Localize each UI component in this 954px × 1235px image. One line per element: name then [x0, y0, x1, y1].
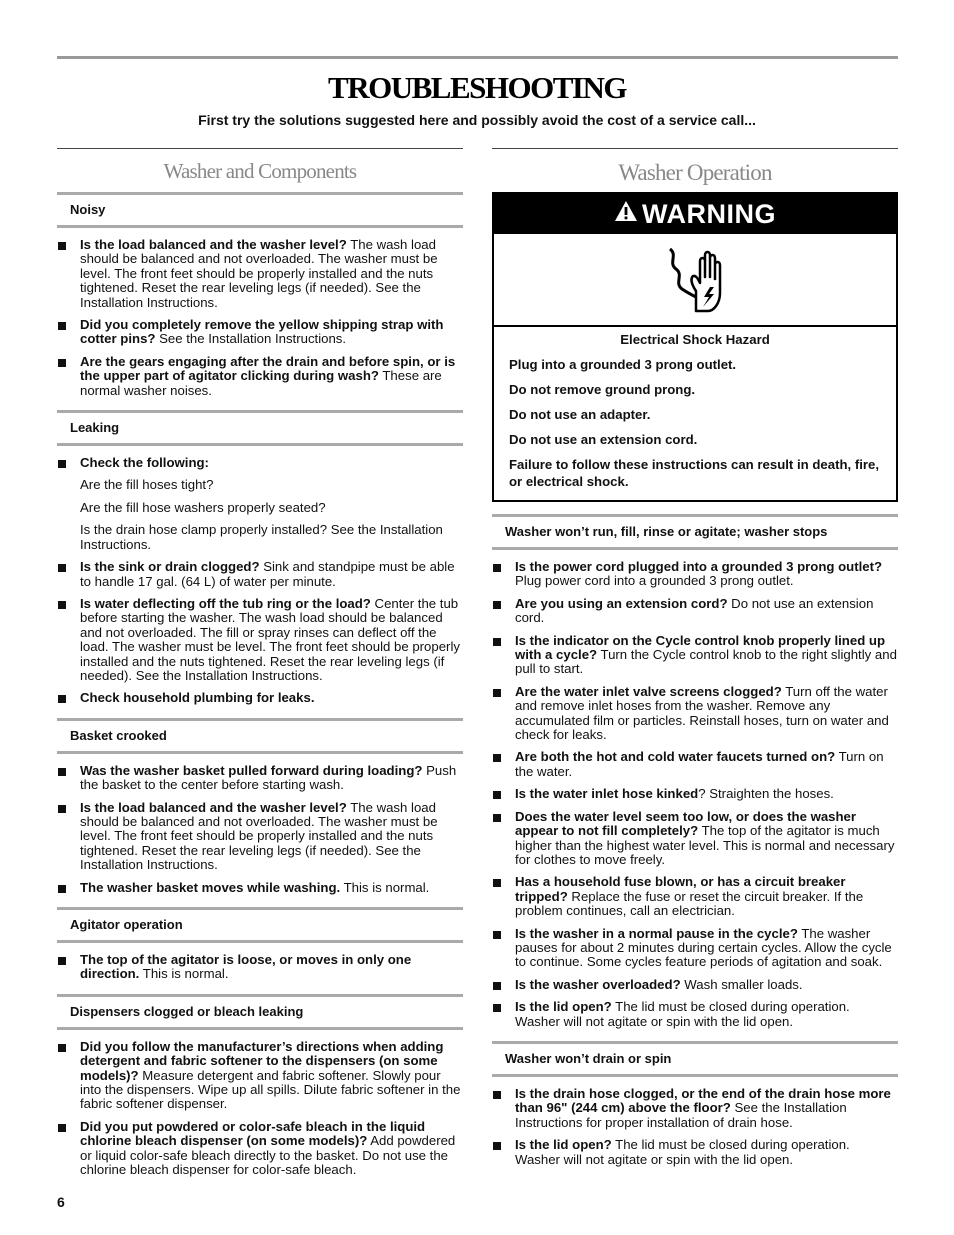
bullet-icon — [58, 805, 66, 813]
leaking-list-continued — [57, 560, 463, 706]
bullet-icon — [58, 768, 66, 776]
list-item: Is water deflecting off the tub ring or the load? Center the tub before starting the washer. The wash load should be balanced and not overloaded. The fill or spray rinses can deflect off the load. The washer must be level. The front feet should be properly installed and the nuts tightened. Reset the rear leveling legs (if needed). See the Installation Instructions. — [57, 597, 463, 683]
warning-header — [494, 194, 896, 234]
bullet-icon — [58, 242, 66, 250]
list-item: The top of the agitator is loose, or moves in only one direction. This is normal. — [57, 953, 463, 982]
list-item: Is the drain hose clogged, or the end of the drain hose more than 96" (244 cm) above the floor? See the Installation Instructions for proper installation of drain hose. — [492, 1087, 898, 1130]
list-item: Was the washer basket pulled forward during loading? Push the basket to the center before starting wash. — [57, 764, 463, 793]
list-item: Did you completely remove the yellow shipping strap with cotter pins? See the Installation Instructions. — [57, 318, 463, 347]
list-item: Did you put powdered or color-safe bleach in the liquid chlorine bleach dispenser (on some models)? Add powdered or liquid color-safe bleach directly to the basket. Do not use the chlorine bleach dispenser for color-safe bleach. — [57, 1120, 463, 1178]
sub-item: Is the drain hose clamp properly installed? See the Installation Instructions. — [80, 522, 443, 552]
warning-triangle-icon — [614, 193, 638, 233]
dispensers-list — [57, 1040, 463, 1178]
wont-run-list — [492, 560, 898, 1029]
electrical-shock-hand-icon — [494, 234, 896, 327]
list-item: Check the following: — [57, 456, 463, 470]
bullet-icon — [493, 1004, 501, 1012]
list-item: Are the gears engaging after the drain and before spin, or is the upper part of agitator clicking during wash? These are normal washer noises. — [57, 355, 463, 398]
warning-label: WARNING — [642, 199, 776, 229]
page-number: 6 — [57, 1194, 65, 1210]
bullet-icon — [493, 601, 501, 609]
subsection-wont-drain: Washer won’t drain or spin — [492, 1041, 898, 1077]
top-rule — [57, 56, 898, 59]
subsection-noisy: Noisy — [57, 192, 463, 228]
bullet-icon — [58, 695, 66, 703]
list-item: Is the lid open? The lid must be closed during operation. Washer will not agitate or spin with the lid open. — [492, 1138, 898, 1167]
list-item: Is the load balanced and the washer level? The wash load should be balanced and not overloaded. The washer must be level. The front feet should be properly installed and the nuts tightened. Reset the rear leveling legs (if needed). See the Installation Instructions. — [57, 801, 463, 873]
list-item: Is the sink or drain clogged? Sink and standpipe must be able to handle 17 gal. (64 L) of water per minute. — [57, 560, 463, 589]
warning-line: Do not use an extension cord. — [509, 432, 698, 447]
warning-line: Failure to follow these instructions can result in death, fire, or electrical shock. — [509, 457, 880, 489]
page-subtitle: First try the solutions suggested here and possibly avoid the cost of a service call... — [198, 112, 756, 128]
list-item: Is the washer overloaded? Wash smaller loads. — [492, 978, 898, 992]
left-column — [57, 148, 463, 1185]
bullet-icon — [493, 1091, 501, 1099]
bullet-icon — [58, 564, 66, 572]
list-item: Is the washer in a normal pause in the cycle? The washer pauses for about 2 minutes during certain cycles. Allow the cycle to continue. Some cycles feature periods of agitation and soak. — [492, 927, 898, 970]
list-item: Does the water level seem too low, or does the washer appear to not fill completely? The top of the agitator is much higher than the highest water level. This is normal and necessary for clothes to move freely. — [492, 810, 898, 868]
bullet-icon — [58, 322, 66, 330]
subsection-basket-crooked: Basket crooked — [57, 718, 463, 754]
leaking-list — [57, 456, 463, 470]
list-item: Is the indicator on the Cycle control knob properly lined up with a cycle? Turn the Cycle control knob to the right slightly and pull to start. — [492, 634, 898, 677]
wont-drain-list — [492, 1087, 898, 1167]
subsection-leaking: Leaking — [57, 410, 463, 446]
bullet-icon — [58, 460, 66, 468]
right-column — [492, 148, 898, 1175]
bullet-icon — [58, 957, 66, 965]
list-item: Did you follow the manufacturer’s directions when adding detergent and fabric softener to the dispensers (on some models)? Measure detergent and fabric softener. Slowly pour into the dispensers. Wipe up all spills. Dilute fabric softener in the fabric softener dispenser. — [57, 1040, 463, 1112]
bullet-icon — [493, 931, 501, 939]
list-item: Is the power cord plugged into a grounded 3 prong outlet? Plug power cord into a grounded 3 prong outlet. — [492, 560, 898, 589]
basket-list — [57, 764, 463, 895]
column-rule — [492, 148, 898, 149]
bullet-icon — [493, 791, 501, 799]
list-item: Check household plumbing for leaks. — [57, 691, 463, 705]
bullet-icon — [493, 689, 501, 697]
bullet-icon — [58, 1124, 66, 1132]
warning-box — [492, 192, 898, 502]
bullet-icon — [493, 754, 501, 762]
section-heading-washer-components: Washer and Components — [163, 159, 357, 183]
list-item: Are you using an extension cord? Do not use an extension cord. — [492, 597, 898, 626]
warning-line: Do not remove ground prong. — [509, 382, 696, 397]
bullet-icon — [493, 638, 501, 646]
bullet-icon — [493, 564, 501, 572]
hazard-title: Electrical Shock Hazard — [620, 332, 770, 347]
sub-item: Are the fill hoses tight? — [80, 477, 214, 493]
list-item: Is the lid open? The lid must be closed during operation. Washer will not agitate or spin with the lid open. — [492, 1000, 898, 1029]
noisy-list — [57, 238, 463, 398]
list-item: The washer basket moves while washing. This is normal. — [57, 881, 463, 895]
subsection-agitator-operation: Agitator operation — [57, 907, 463, 943]
list-item: Has a household fuse blown, or has a circuit breaker tripped? Replace the fuse or reset the circuit breaker. If the problem continues, call an electrician. — [492, 875, 898, 918]
warning-line: Plug into a grounded 3 prong outlet. — [509, 357, 737, 372]
agitator-list — [57, 953, 463, 982]
subsection-dispensers: Dispensers clogged or bleach leaking — [57, 994, 463, 1030]
bullet-icon — [493, 1142, 501, 1150]
column-rule — [57, 148, 463, 149]
bullet-icon — [493, 982, 501, 990]
section-heading-washer-operation: Washer Operation — [618, 160, 772, 185]
list-item: Are both the hot and cold water faucets turned on? Turn on the water. — [492, 750, 898, 779]
sub-item: Are the fill hose washers properly seated? — [80, 499, 326, 515]
warning-line: Do not use an adapter. — [509, 407, 651, 422]
subsection-wont-run: Washer won’t run, fill, rinse or agitate; washer stops — [492, 514, 898, 550]
list-item: Are the water inlet valve screens clogged? Turn off the water and remove inlet hoses from the washer. Remove any accumulated film or particles. Reinstall hoses, turn on water and check for leaks. — [492, 685, 898, 743]
bullet-icon — [58, 885, 66, 893]
list-item: Is the load balanced and the washer level? The wash load should be balanced and not overloaded. The washer must be level. The front feet should be properly installed and the nuts tightened. Reset the rear leveling legs (if needed). See the Installation Instructions. — [57, 238, 463, 310]
bullet-icon — [58, 1044, 66, 1052]
warning-body — [494, 327, 896, 500]
list-item: Is the water inlet hose kinked? Straighten the hoses. — [492, 787, 898, 801]
bullet-icon — [58, 601, 66, 609]
page-title: TROUBLESHOOTING — [328, 70, 626, 105]
bullet-icon — [493, 814, 501, 822]
bullet-icon — [493, 879, 501, 887]
bullet-icon — [58, 359, 66, 367]
